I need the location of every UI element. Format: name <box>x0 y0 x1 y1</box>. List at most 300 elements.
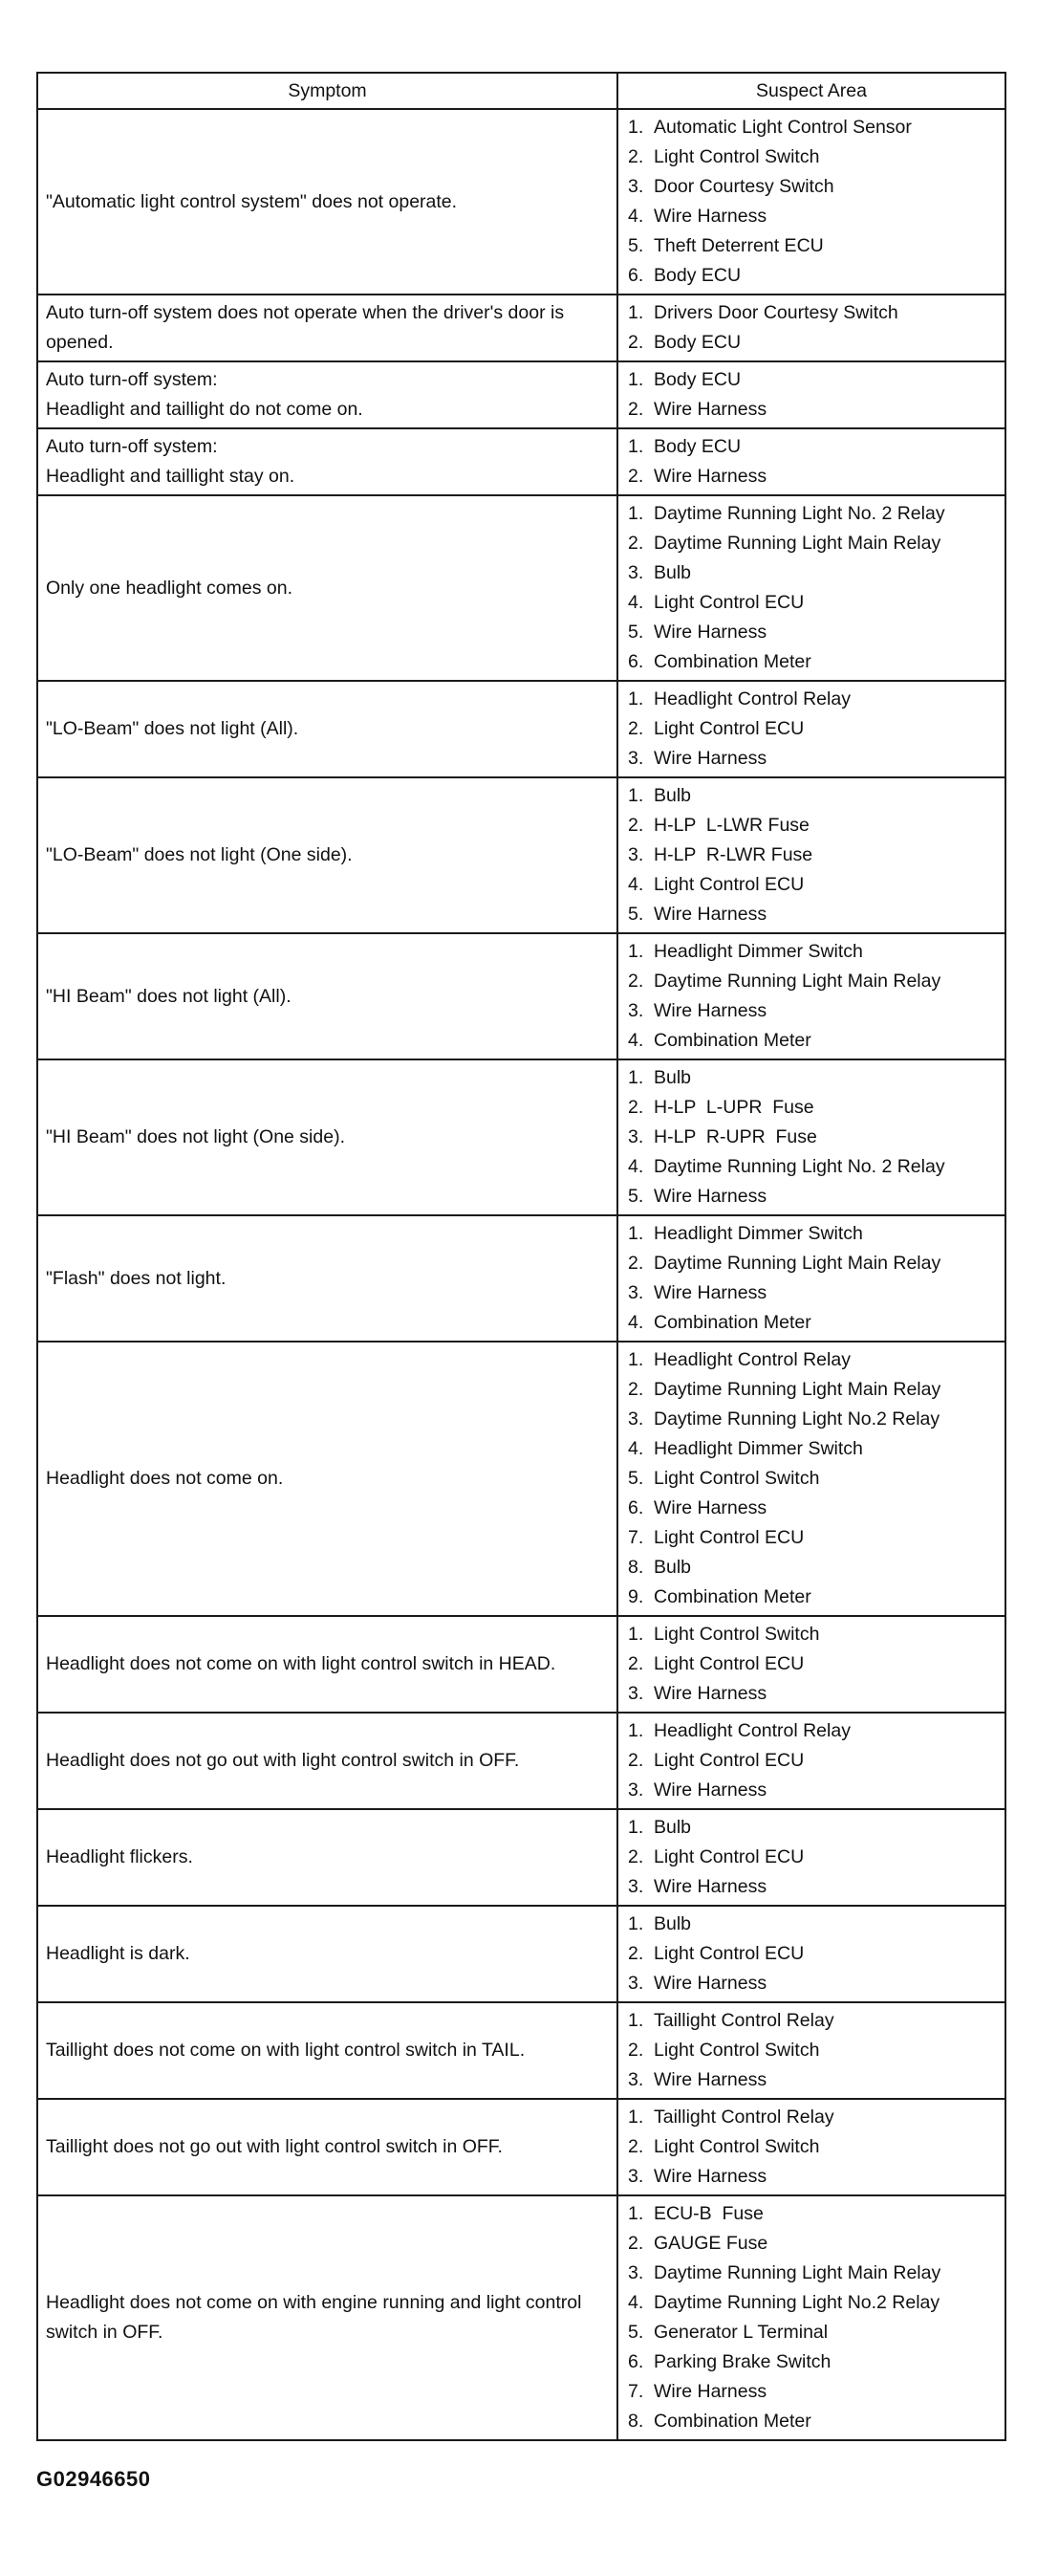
suspect-area-cell <box>617 1713 1005 1809</box>
item-number: 2. <box>628 1653 644 1674</box>
suspect-area-text: Light Control Switch <box>654 2136 820 2157</box>
suspect-area-text: Automatic Light Control Sensor <box>654 117 912 138</box>
suspect-area-item <box>628 202 999 231</box>
suspect-area-text: H-LP L-LWR Fuse <box>654 815 810 836</box>
suspect-area-item <box>628 142 999 172</box>
symptom-cell <box>37 428 617 495</box>
item-number: 4. <box>628 1312 644 1333</box>
symptom-cell <box>37 109 617 295</box>
suspect-area-item <box>628 1375 999 1405</box>
suspect-area-text: Combination Meter <box>654 651 811 672</box>
item-number: 1. <box>628 503 644 524</box>
item-number: 5. <box>628 2322 644 2343</box>
suspect-area-text: GAUGE Fuse <box>654 2233 768 2254</box>
table-header-row <box>37 73 1005 109</box>
item-number: 3. <box>628 1683 644 1704</box>
suspect-area-item <box>628 2377 999 2407</box>
suspect-area-item <box>628 967 999 996</box>
suspect-area-item <box>628 2347 999 2377</box>
suspect-area-item <box>628 2199 999 2229</box>
item-number: 4. <box>628 874 644 895</box>
suspect-area-text: Wire Harness <box>654 1497 767 1518</box>
suspect-area-item <box>628 432 999 462</box>
diagnosis-sheet <box>36 72 1005 2441</box>
suspect-area-item <box>628 2006 999 2036</box>
symptom-text: "Automatic light control system" does not operate. <box>46 190 458 212</box>
suspect-area-item <box>628 2132 999 2162</box>
symptom-cell <box>37 681 617 777</box>
problem-symptoms-table <box>36 72 1006 2441</box>
symptom-cell <box>37 1906 617 2002</box>
symptom-text: "LO-Beam" does not light (One side). <box>46 844 353 865</box>
table-row <box>37 2195 1005 2440</box>
suspect-area-text: Bulb <box>654 1067 692 1088</box>
suspect-area-list <box>628 1910 999 1998</box>
suspect-area-list <box>628 1620 999 1709</box>
suspect-area-item <box>628 1523 999 1553</box>
table-row <box>37 681 1005 777</box>
suspect-area-cell <box>617 428 1005 495</box>
item-number: 3. <box>628 1876 644 1897</box>
symptom-text: Auto turn-off system: <box>46 436 218 457</box>
suspect-area-item <box>628 558 999 588</box>
symptom-text: Headlight does not come on with engine running and light control switch in OFF. <box>46 2292 582 2343</box>
symptom-text: "LO-Beam" does not light (All). <box>46 718 299 739</box>
suspect-area-cell <box>617 681 1005 777</box>
suspect-area-cell <box>617 777 1005 933</box>
suspect-area-text: Generator L Terminal <box>654 2322 829 2343</box>
suspect-area-list <box>628 365 999 425</box>
suspect-area-text: Light Control Switch <box>654 1624 820 1645</box>
suspect-area-item <box>628 647 999 677</box>
suspect-area-item <box>628 1026 999 1056</box>
suspect-area-text: Daytime Running Light No.2 Relay <box>654 1408 940 1430</box>
suspect-area-item <box>628 395 999 425</box>
suspect-area-text: Wire Harness <box>654 1973 767 1994</box>
suspect-area-item <box>628 1249 999 1278</box>
symptom-cell <box>37 933 617 1059</box>
item-number: 1. <box>628 1349 644 1370</box>
item-number: 4. <box>628 1156 644 1177</box>
suspect-area-text: Light Control ECU <box>654 1846 805 1867</box>
suspect-area-item <box>628 1776 999 1805</box>
item-number: 2. <box>628 332 644 353</box>
suspect-area-list <box>628 432 999 491</box>
suspect-area-item <box>628 1219 999 1249</box>
suspect-area-item <box>628 1405 999 1434</box>
suspect-area-list <box>628 1813 999 1902</box>
suspect-area-cell <box>617 1906 1005 2002</box>
suspect-area-text: Drivers Door Courtesy Switch <box>654 302 898 323</box>
symptom-text: "Flash" does not light. <box>46 1267 227 1289</box>
suspect-area-text: Daytime Running Light Main Relay <box>654 971 941 992</box>
suspect-area-text: Taillight Control Relay <box>654 2010 834 2031</box>
suspect-area-text: H-LP R-UPR Fuse <box>654 1126 817 1147</box>
suspect-area-item <box>628 1716 999 1746</box>
suspect-area-text: Wire Harness <box>654 206 767 227</box>
suspect-area-item <box>628 1278 999 1308</box>
table-row <box>37 1059 1005 1215</box>
suspect-area-text: Headlight Control Relay <box>654 1720 851 1741</box>
symptom-cell <box>37 295 617 361</box>
item-number: 2. <box>628 1750 644 1771</box>
symptom-cell <box>37 1059 617 1215</box>
suspect-area-text: Daytime Running Light Main Relay <box>654 1253 941 1274</box>
item-number: 3. <box>628 2262 644 2283</box>
table-row <box>37 1713 1005 1809</box>
item-number: 2. <box>628 1943 644 1964</box>
suspect-area-item <box>628 1872 999 1902</box>
item-number: 1. <box>628 1913 644 1934</box>
item-number: 1. <box>628 302 644 323</box>
item-number: 6. <box>628 2351 644 2372</box>
suspect-area-text: Headlight Control Relay <box>654 688 851 709</box>
symptom-text: Headlight does not come on with light control switch in HEAD. <box>46 1653 556 1674</box>
item-number: 3. <box>628 562 644 583</box>
item-number: 9. <box>628 1586 644 1607</box>
suspect-area-text: Combination Meter <box>654 1312 811 1333</box>
suspect-area-item <box>628 618 999 647</box>
suspect-area-text: Light Control Switch <box>654 2040 820 2061</box>
item-number: 1. <box>628 785 644 806</box>
item-number: 3. <box>628 2166 644 2187</box>
table-row <box>37 933 1005 1059</box>
suspect-area-item <box>628 1679 999 1709</box>
item-number: 2. <box>628 1846 644 1867</box>
suspect-area-text: Wire Harness <box>654 399 767 420</box>
item-number: 1. <box>628 2010 644 2031</box>
suspect-area-text: Headlight Dimmer Switch <box>654 1438 863 1459</box>
table-row <box>37 109 1005 295</box>
suspect-area-text: Light Control ECU <box>654 592 805 613</box>
suspect-area-text: Daytime Running Light No. 2 Relay <box>654 503 945 524</box>
item-number: 1. <box>628 1067 644 1088</box>
suspect-area-list <box>628 937 999 1056</box>
suspect-area-list <box>628 2103 999 2192</box>
suspect-area-cell <box>617 933 1005 1059</box>
symptom-text: Headlight does not come on. <box>46 1468 284 1489</box>
suspect-area-text: Light Control ECU <box>654 1943 805 1964</box>
suspect-area-list <box>628 1219 999 1338</box>
suspect-area-text: Wire Harness <box>654 1779 767 1801</box>
item-number: 7. <box>628 2381 644 2402</box>
suspect-area-text: Light Control ECU <box>654 1750 805 1771</box>
symptom-cell <box>37 1713 617 1809</box>
table-row <box>37 2002 1005 2099</box>
suspect-area-cell <box>617 1059 1005 1215</box>
item-number: 8. <box>628 2411 644 2432</box>
suspect-area-text: Body ECU <box>654 436 742 457</box>
item-number: 1. <box>628 688 644 709</box>
suspect-area-list <box>628 781 999 929</box>
suspect-area-cell <box>617 495 1005 681</box>
figure-id: G02946650 <box>36 2467 151 2491</box>
symptom-text: "HI Beam" does not light (All). <box>46 985 292 1007</box>
suspect-area-text: Wire Harness <box>654 904 767 925</box>
item-number: 5. <box>628 622 644 643</box>
suspect-area-item <box>628 811 999 840</box>
item-number: 6. <box>628 265 644 286</box>
suspect-area-text: Theft Deterrent ECU <box>654 235 824 256</box>
item-number: 2. <box>628 2233 644 2254</box>
table-row <box>37 495 1005 681</box>
item-number: 2. <box>628 1097 644 1118</box>
suspect-area-item <box>628 1464 999 1494</box>
symptom-text: Taillight does not go out with light control switch in OFF. <box>46 2136 503 2157</box>
table-row <box>37 1906 1005 2002</box>
suspect-area-text: Headlight Control Relay <box>654 1349 851 1370</box>
item-number: 3. <box>628 844 644 865</box>
suspect-area-text: Wire Harness <box>654 2069 767 2090</box>
symptom-cell <box>37 1616 617 1713</box>
item-number: 5. <box>628 235 644 256</box>
suspect-area-text: Wire Harness <box>654 1876 767 1897</box>
suspect-area-cell <box>617 1342 1005 1616</box>
suspect-area-item <box>628 1123 999 1152</box>
symptom-text: Only one headlight comes on. <box>46 577 292 599</box>
item-number: 3. <box>628 1282 644 1303</box>
suspect-area-text: Light Control ECU <box>654 718 805 739</box>
suspect-area-item <box>628 781 999 811</box>
suspect-area-item <box>628 588 999 618</box>
suspect-area-item <box>628 328 999 358</box>
symptom-text: Headlight flickers. <box>46 1846 193 1867</box>
suspect-area-text: Bulb <box>654 562 692 583</box>
item-number: 4. <box>628 2292 644 2313</box>
suspect-area-item <box>628 1813 999 1843</box>
suspect-area-cell <box>617 1616 1005 1713</box>
item-number: 1. <box>628 1817 644 1838</box>
suspect-area-item <box>628 2288 999 2318</box>
suspect-area-text: Bulb <box>654 1913 692 1934</box>
suspect-area-item <box>628 1969 999 1998</box>
suspect-area-text: Wire Harness <box>654 466 767 487</box>
item-number: 5. <box>628 904 644 925</box>
suspect-area-item <box>628 261 999 291</box>
symptom-text: Headlight and taillight do not come on. <box>46 399 363 420</box>
suspect-area-text: Daytime Running Light No. 2 Relay <box>654 1156 945 1177</box>
table-body <box>37 109 1005 2440</box>
suspect-area-item <box>628 1182 999 1212</box>
item-number: 4. <box>628 1438 644 1459</box>
suspect-area-item <box>628 1494 999 1523</box>
item-number: 8. <box>628 1557 644 1578</box>
suspect-area-item <box>628 1939 999 1969</box>
suspect-area-text: Light Control ECU <box>654 874 805 895</box>
table-row <box>37 295 1005 361</box>
item-number: 2. <box>628 466 644 487</box>
suspect-area-cell <box>617 295 1005 361</box>
suspect-area-text: Combination Meter <box>654 1030 811 1051</box>
suspect-area-item <box>628 1434 999 1464</box>
suspect-area-item <box>628 1843 999 1872</box>
symptom-column-header: Symptom <box>37 73 617 109</box>
symptom-text: Headlight and taillight stay on. <box>46 466 295 487</box>
symptom-cell <box>37 777 617 933</box>
table-row <box>37 1809 1005 1906</box>
suspect-area-item <box>628 1345 999 1375</box>
suspect-area-text: Daytime Running Light Main Relay <box>654 533 941 554</box>
suspect-area-cell <box>617 1215 1005 1342</box>
symptom-cell <box>37 361 617 428</box>
item-number: 5. <box>628 1468 644 1489</box>
suspect-area-text: ECU-B Fuse <box>654 2203 764 2224</box>
suspect-area-text: Daytime Running Light Main Relay <box>654 1379 941 1400</box>
suspect-area-text: Taillight Control Relay <box>654 2107 834 2128</box>
suspect-area-item <box>628 1152 999 1182</box>
item-number: 2. <box>628 971 644 992</box>
item-number: 4. <box>628 1030 644 1051</box>
item-number: 2. <box>628 146 644 167</box>
item-number: 1. <box>628 2107 644 2128</box>
item-number: 1. <box>628 1624 644 1645</box>
suspect-area-text: H-LP L-UPR Fuse <box>654 1097 814 1118</box>
symptom-text: Headlight is dark. <box>46 1943 190 1964</box>
suspect-area-item <box>628 1649 999 1679</box>
suspect-area-list <box>628 499 999 677</box>
suspect-area-item <box>628 996 999 1026</box>
suspect-area-text: Light Control Switch <box>654 146 820 167</box>
symptom-text: Headlight does not go out with light control switch in OFF. <box>46 1750 520 1771</box>
item-number: 2. <box>628 2040 644 2061</box>
table-row <box>37 1215 1005 1342</box>
item-number: 2. <box>628 718 644 739</box>
item-number: 3. <box>628 1973 644 1994</box>
symptom-cell <box>37 2099 617 2195</box>
suspect-area-item <box>628 714 999 744</box>
symptom-cell <box>37 1215 617 1342</box>
suspect-area-text: Daytime Running Light Main Relay <box>654 2262 941 2283</box>
suspect-area-item <box>628 2407 999 2436</box>
table-row <box>37 1342 1005 1616</box>
suspect-area-text: Light Control Switch <box>654 1468 820 1489</box>
suspect-area-item <box>628 365 999 395</box>
item-number: 3. <box>628 1408 644 1430</box>
symptom-text: Auto turn-off system: <box>46 369 218 390</box>
suspect-area-item <box>628 2103 999 2132</box>
suspect-area-item <box>628 900 999 929</box>
item-number: 2. <box>628 2136 644 2157</box>
suspect-area-item <box>628 2229 999 2259</box>
symptom-cell <box>37 1809 617 1906</box>
suspect-area-text: Bulb <box>654 1557 692 1578</box>
suspect-area-item <box>628 462 999 491</box>
symptom-cell <box>37 495 617 681</box>
suspect-area-text: Body ECU <box>654 369 742 390</box>
item-number: 1. <box>628 436 644 457</box>
suspect-area-item <box>628 1910 999 1939</box>
suspect-area-item <box>628 870 999 900</box>
suspect-area-list <box>628 1345 999 1612</box>
suspect-area-text: Combination Meter <box>654 1586 811 1607</box>
item-number: 2. <box>628 399 644 420</box>
suspect-area-item <box>628 2162 999 2192</box>
suspect-area-text: Combination Meter <box>654 2411 811 2432</box>
suspect-area-text: H-LP R-LWR Fuse <box>654 844 813 865</box>
item-number: 2. <box>628 815 644 836</box>
suspect-area-text: Wire Harness <box>654 622 767 643</box>
suspect-area-list <box>628 298 999 358</box>
suspect-area-item <box>628 1063 999 1093</box>
symptom-cell <box>37 2195 617 2440</box>
item-number: 2. <box>628 1379 644 1400</box>
suspect-area-text: Light Control ECU <box>654 1527 805 1548</box>
suspect-area-column-header: Suspect Area <box>617 73 1005 109</box>
suspect-area-text: Headlight Dimmer Switch <box>654 941 863 962</box>
suspect-area-text: Body ECU <box>654 332 742 353</box>
symptom-text: "HI Beam" does not light (One side). <box>46 1126 345 1147</box>
item-number: 3. <box>628 176 644 197</box>
suspect-area-text: Wire Harness <box>654 2166 767 2187</box>
suspect-area-item <box>628 1746 999 1776</box>
suspect-area-list <box>628 113 999 291</box>
item-number: 2. <box>628 533 644 554</box>
suspect-area-item <box>628 2065 999 2095</box>
suspect-area-item <box>628 1620 999 1649</box>
item-number: 1. <box>628 369 644 390</box>
suspect-area-cell <box>617 109 1005 295</box>
suspect-area-item <box>628 113 999 142</box>
suspect-area-item <box>628 2036 999 2065</box>
suspect-area-text: Bulb <box>654 785 692 806</box>
suspect-area-text: Headlight Dimmer Switch <box>654 1223 863 1244</box>
suspect-area-text: Wire Harness <box>654 748 767 769</box>
item-number: 6. <box>628 1497 644 1518</box>
suspect-area-item <box>628 231 999 261</box>
suspect-area-item <box>628 1583 999 1612</box>
suspect-area-list <box>628 1063 999 1212</box>
suspect-area-item <box>628 744 999 774</box>
suspect-area-list <box>628 1716 999 1805</box>
item-number: 4. <box>628 206 644 227</box>
item-number: 1. <box>628 117 644 138</box>
table-row <box>37 777 1005 933</box>
item-number: 1. <box>628 2203 644 2224</box>
item-number: 1. <box>628 1720 644 1741</box>
symptom-cell <box>37 1342 617 1616</box>
suspect-area-text: Wire Harness <box>654 1000 767 1021</box>
suspect-area-cell <box>617 2099 1005 2195</box>
table-row <box>37 361 1005 428</box>
suspect-area-item <box>628 499 999 529</box>
suspect-area-cell <box>617 1809 1005 1906</box>
suspect-area-item <box>628 1308 999 1338</box>
suspect-area-text: Door Courtesy Switch <box>654 176 834 197</box>
item-number: 7. <box>628 1527 644 1548</box>
table-row <box>37 428 1005 495</box>
suspect-area-item <box>628 298 999 328</box>
suspect-area-text: Body ECU <box>654 265 742 286</box>
symptom-text: Auto turn-off system does not operate when the driver's door is opened. <box>46 302 565 353</box>
suspect-area-item <box>628 937 999 967</box>
suspect-area-item <box>628 1553 999 1583</box>
suspect-area-text: Wire Harness <box>654 1683 767 1704</box>
suspect-area-text: Wire Harness <box>654 1186 767 1207</box>
suspect-area-text: Daytime Running Light No.2 Relay <box>654 2292 940 2313</box>
item-number: 4. <box>628 592 644 613</box>
item-number: 1. <box>628 941 644 962</box>
suspect-area-item <box>628 172 999 202</box>
suspect-area-list <box>628 2006 999 2095</box>
table-row <box>37 1616 1005 1713</box>
item-number: 3. <box>628 1000 644 1021</box>
suspect-area-item <box>628 529 999 558</box>
suspect-area-text: Wire Harness <box>654 1282 767 1303</box>
suspect-area-list <box>628 2199 999 2436</box>
suspect-area-item <box>628 2259 999 2288</box>
suspect-area-cell <box>617 2195 1005 2440</box>
symptom-text: Taillight does not come on with light control switch in TAIL. <box>46 2040 526 2061</box>
